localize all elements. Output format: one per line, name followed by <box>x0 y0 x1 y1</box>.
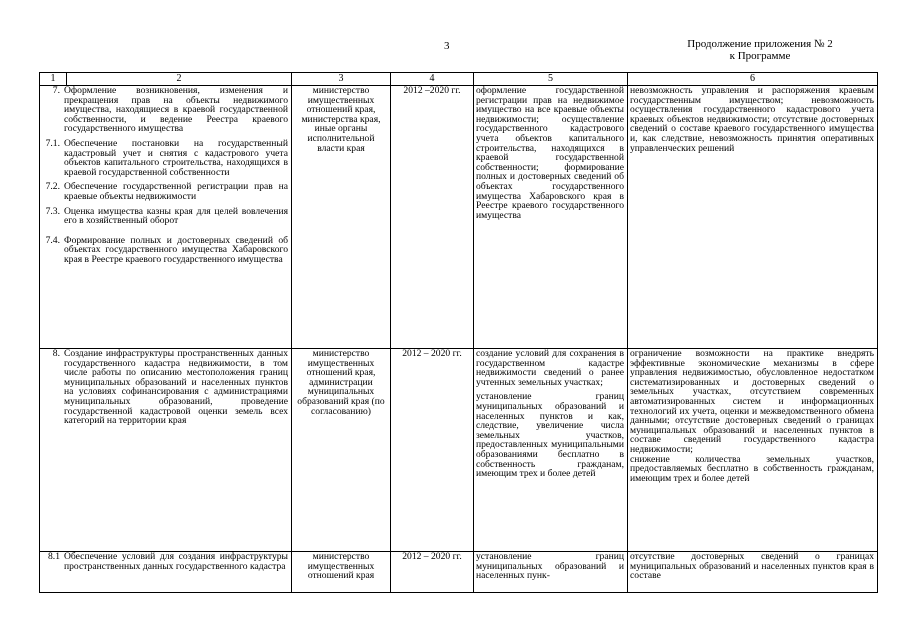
table-row-8-1 <box>40 552 878 593</box>
program-table <box>39 72 878 593</box>
period-cell: 2012 – 2020 гг. <box>391 552 474 593</box>
header-col-3: 3 <box>292 73 391 86</box>
results-part-1: создание условий для сохранения в государственном кадастре недвижимости сведений о ранее учтенных земельных участках; <box>476 348 624 388</box>
item-text: Создание инфраструктуры пространственных данных государственного кадастра недвижимости, в том числе работы по описанию местоположения границ муниципальных образований и населенных пунктов на условиях софинансирования с администрациями муниципальных образований, проведение государственной кадастровой оценки земель всех категорий на территории края <box>64 348 288 427</box>
table-row-8 <box>40 349 878 552</box>
task-cell <box>40 349 292 552</box>
appendix-note <box>660 38 860 62</box>
appendix-line-2: к Программе <box>729 50 791 62</box>
results-cell: установление границ муниципальных образований и населенных пунк- <box>474 552 628 593</box>
list-item <box>40 552 291 571</box>
results-part-2: установление границ муниципальных образований и населенных пунктов и как, следствие, увеличение числа земельных участков, предоставленных муниципальными образованиями бесплатно в собственность гражданам, имеющим трех и более детей <box>476 391 624 480</box>
results-cell: оформление государственной регистрации прав на недвижимое имущество на все краевые объекты недвижимости; осуществление государственного кадастрового учета объектов капитального строительства, находящихся в краевой государственной собственности; формирование полных и достоверных сведений об объектах государственного имущества Хабаровского края в Реестре краевого государственного имущества <box>474 86 628 349</box>
results-cell <box>474 349 628 552</box>
item-text: Обеспечение постановки на государственный кадастровый учет и снятия с кадастрового учета объектов капитального строительства, находящихся в краевой государственной собственности <box>64 137 288 178</box>
consequences-part-2: снижение количества земельных участков, предоставляемых бесплатно в собственность гражданам, имеющим трех и более детей <box>630 453 874 484</box>
item-text: Формирование полных и достоверных сведений об объектах государственного имущества Хабаровского края в Реестре краевого государственного имущества <box>64 234 288 265</box>
list-item <box>40 236 291 265</box>
item-text: Оформление возникновения, изменения и прекращения прав на объекты недвижимого имущества, находящиеся в краевой государственной собственности, и ведение Реестра краевого государственного имущества <box>64 85 288 135</box>
list-item <box>40 349 291 426</box>
header-col-1 <box>40 73 292 86</box>
item-number: 7. <box>52 85 60 96</box>
period-cell: 2012 – 2020 гг. <box>391 349 474 552</box>
header-row <box>40 73 878 86</box>
header-col-5: 5 <box>474 73 628 86</box>
header-col-4: 4 <box>391 73 474 86</box>
consequences-cell: невозможность управления и распоряжения краевым государственным имуществом; невозможность осуществления государственного кадастрового учета краевых объектов недвижимости; отсутствие достоверных сведений о составе краевого государственного имущества и, как следствие, невозможность принятия оперативных управленческих решений <box>628 86 878 349</box>
item-text: Обеспечение государственной регистрации прав на краевые объекты недвижимости <box>64 181 288 202</box>
header-1: 1 <box>40 73 67 85</box>
executor-cell: министерство имущественных отношений края, администрации муниципальных образований края (по согласованию) <box>292 349 391 552</box>
period-cell: 2012 –2020 гг. <box>391 86 474 349</box>
item-number: 7.4. <box>45 234 60 246</box>
item-number: 7.2. <box>45 181 60 193</box>
list-item <box>40 207 291 226</box>
item-number: 8.1 <box>48 551 60 562</box>
item-text: Оценка имущества казны края для целей вовлечения его в хозяйственный оборот <box>64 205 288 227</box>
list-item <box>40 139 291 177</box>
page-number: 3 <box>444 40 450 52</box>
item-number: 7.1. <box>45 137 60 149</box>
executor-cell: министерство имущественных отношений края, министерства края, иные органы исполнительной власти края <box>292 86 391 349</box>
item-text: Обеспечение условий для создания инфраструктуры пространственных данных государственного кадастра <box>64 551 288 572</box>
header-col-6: 6 <box>628 73 878 86</box>
executor-cell: министерство имущественных отношений края <box>292 552 391 593</box>
consequences-cell: отсутствие достоверных сведений о границах муниципальных образований и населенных пунктов края в составе <box>628 552 878 593</box>
list-item <box>40 86 291 134</box>
item-number: 8. <box>52 348 60 359</box>
appendix-line-1: Продолжение приложения № 2 <box>687 38 833 50</box>
task-cell <box>40 552 292 593</box>
list-item <box>40 182 291 201</box>
item-number: 7.3. <box>45 205 60 217</box>
consequences-part-1: ограничение возможности на практике внедрять эффективные экономические механизмы в сфере управления недвижимостью, обусловленное недостатком систематизированных и достоверных сведений о земельных участках, отсутствием современных автоматизированных систем и информационных технологий их учета, оценки и межведомственного обмена данными; отсутствие достоверных сведений о границах муниципальных образований и населенных пунктов в составе сведений государственного кадастра недвижимости; <box>630 348 874 455</box>
table-row-7 <box>40 86 878 349</box>
consequences-cell <box>628 349 878 552</box>
task-cell <box>40 86 292 349</box>
header-2: 2 <box>176 73 182 84</box>
